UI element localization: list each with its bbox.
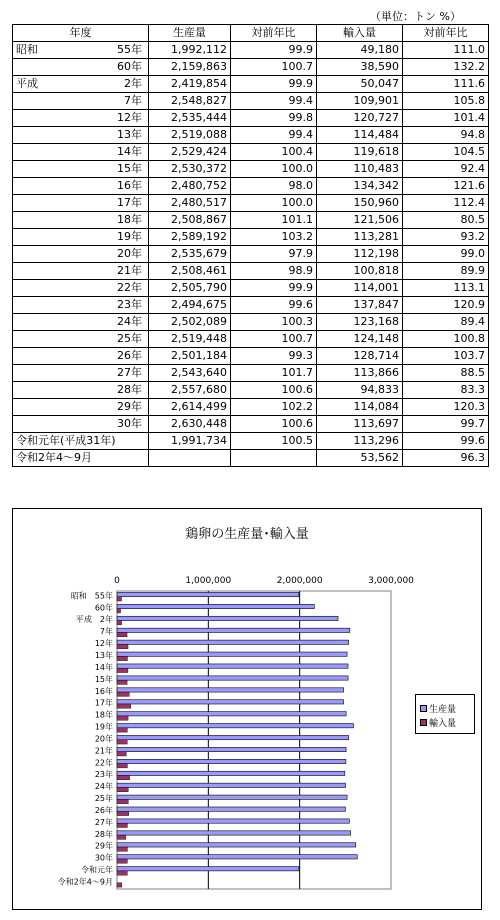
cell-imp-ratio: 96.3 xyxy=(403,450,489,467)
bar-imports xyxy=(117,776,130,780)
bar-imports xyxy=(117,656,127,660)
bar-imports xyxy=(117,680,127,684)
cell-year: 24年 xyxy=(13,314,149,331)
cell-production: 2,530,372 xyxy=(149,161,231,178)
bar-production xyxy=(117,712,346,716)
table-row xyxy=(13,93,489,110)
legend-swatch-imports xyxy=(420,719,427,726)
bar-imports xyxy=(117,597,121,601)
header-year: 年度 xyxy=(13,25,149,42)
bar-imports xyxy=(117,871,127,875)
bar-imports xyxy=(117,859,127,863)
cell-production: 2,159,863 xyxy=(149,59,231,76)
bar-production xyxy=(117,747,346,751)
cell-imp-ratio: 99.6 xyxy=(403,433,489,450)
era-label: 平成 xyxy=(16,77,38,90)
cell-imports: 94,833 xyxy=(317,382,403,399)
cell-year xyxy=(13,42,149,59)
category-label: 12年 xyxy=(94,639,113,649)
cell-imports: 113,697 xyxy=(317,416,403,433)
cell-imp-ratio: 93.2 xyxy=(403,229,489,246)
cell-imports: 123,168 xyxy=(317,314,403,331)
cell-production: 2,519,448 xyxy=(149,331,231,348)
cell-year: 60年 xyxy=(13,59,149,76)
category-label: 26年 xyxy=(94,805,113,815)
year-label: 2年 xyxy=(124,77,142,90)
bar-production xyxy=(117,795,347,799)
cell-prod-ratio: 99.4 xyxy=(231,127,317,144)
category-label: 平成 2年 xyxy=(75,615,113,625)
table-row xyxy=(13,331,489,348)
cell-imp-ratio: 83.3 xyxy=(403,382,489,399)
table-header-row xyxy=(13,25,489,42)
bar-production xyxy=(117,724,353,728)
table-row xyxy=(13,229,489,246)
category-label: 23年 xyxy=(94,770,113,780)
cell-imp-ratio: 88.5 xyxy=(403,365,489,382)
cell-imports: 112,198 xyxy=(317,246,403,263)
legend-label-imports: 輸入量 xyxy=(429,718,457,729)
category-label: 昭和 55年 xyxy=(70,591,113,601)
bar-production xyxy=(117,640,349,644)
bar-imports xyxy=(117,799,128,803)
cell-year: 18年 xyxy=(13,212,149,229)
cell-production: 2,630,448 xyxy=(149,416,231,433)
cell-year: 令和2年4～9月 xyxy=(13,450,149,467)
category-label: 7年 xyxy=(99,627,113,637)
chart-title: 鶏卵の生産量･輸入量 xyxy=(185,527,309,542)
table-row xyxy=(13,246,489,263)
table-row xyxy=(13,195,489,212)
bar-imports xyxy=(117,609,121,613)
cell-imports: 49,180 xyxy=(317,42,403,59)
bar-production xyxy=(117,759,346,763)
category-label: 28年 xyxy=(94,829,113,839)
category-label: 16年 xyxy=(94,686,113,696)
table-row xyxy=(13,42,489,59)
table-row xyxy=(13,110,489,127)
cell-prod-ratio: 99.3 xyxy=(231,348,317,365)
cell-imports: 38,590 xyxy=(317,59,403,76)
cell-production: 2,529,424 xyxy=(149,144,231,161)
table-row xyxy=(13,76,489,93)
cell-prod-ratio: 99.4 xyxy=(231,93,317,110)
cell-year: 26年 xyxy=(13,348,149,365)
header-imp-ratio: 対前年比 xyxy=(403,25,489,42)
cell-year: 20年 xyxy=(13,246,149,263)
cell-year: 29年 xyxy=(13,399,149,416)
bar-chart xyxy=(13,509,483,911)
cell-prod-ratio xyxy=(231,450,317,467)
cell-imp-ratio: 111.0 xyxy=(403,42,489,59)
bar-production xyxy=(117,783,346,787)
cell-imports: 109,901 xyxy=(317,93,403,110)
cell-production: 2,508,867 xyxy=(149,212,231,229)
bar-imports xyxy=(117,728,127,732)
bar-production xyxy=(117,664,348,668)
bar-imports xyxy=(117,644,128,648)
bar-imports xyxy=(117,764,127,768)
cell-imports: 128,714 xyxy=(317,348,403,365)
cell-production: 2,543,640 xyxy=(149,365,231,382)
cell-imp-ratio: 105.8 xyxy=(403,93,489,110)
cell-year: 16年 xyxy=(13,178,149,195)
legend-label-production: 生産量 xyxy=(429,704,457,715)
year-label: 55年 xyxy=(117,43,142,56)
bar-production xyxy=(117,604,314,608)
cell-imports: 113,866 xyxy=(317,365,403,382)
table-row xyxy=(13,161,489,178)
cell-year: 28年 xyxy=(13,382,149,399)
legend-item-imports xyxy=(420,715,470,729)
bar-imports xyxy=(117,740,127,744)
bar-production xyxy=(117,807,345,811)
table-row xyxy=(13,297,489,314)
legend-item-production xyxy=(420,701,470,715)
cell-prod-ratio: 100.6 xyxy=(231,416,317,433)
cell-imports: 113,281 xyxy=(317,229,403,246)
bar-production xyxy=(117,628,350,632)
header-prod-ratio: 対前年比 xyxy=(231,25,317,42)
cell-prod-ratio: 98.0 xyxy=(231,178,317,195)
bar-production xyxy=(117,616,338,620)
chart-panel xyxy=(12,508,482,910)
category-label: 14年 xyxy=(94,662,113,672)
cell-prod-ratio: 102.2 xyxy=(231,399,317,416)
table-row xyxy=(13,212,489,229)
cell-prod-ratio: 100.0 xyxy=(231,195,317,212)
cell-prod-ratio: 100.7 xyxy=(231,59,317,76)
cell-prod-ratio: 100.7 xyxy=(231,331,317,348)
cell-production: 2,535,444 xyxy=(149,110,231,127)
cell-year: 22年 xyxy=(13,280,149,297)
cell-imports: 113,296 xyxy=(317,433,403,450)
bar-production xyxy=(117,867,299,871)
cell-production: 2,548,827 xyxy=(149,93,231,110)
cell-year: 13年 xyxy=(13,127,149,144)
cell-imp-ratio: 104.5 xyxy=(403,144,489,161)
cell-imp-ratio: 101.4 xyxy=(403,110,489,127)
cell-imports: 137,847 xyxy=(317,297,403,314)
cell-prod-ratio: 99.9 xyxy=(231,280,317,297)
bar-imports xyxy=(117,883,122,887)
bar-imports xyxy=(117,716,128,720)
cell-imports: 100,818 xyxy=(317,263,403,280)
bar-production xyxy=(117,831,351,835)
cell-imp-ratio: 100.8 xyxy=(403,331,489,348)
cell-imports: 50,047 xyxy=(317,76,403,93)
category-label: 21年 xyxy=(94,746,113,756)
category-label: 24年 xyxy=(94,782,113,792)
cell-year: 30年 xyxy=(13,416,149,433)
category-label: 令和2年4～9月 xyxy=(57,877,113,887)
bar-production xyxy=(117,855,357,859)
category-label: 17年 xyxy=(94,698,113,708)
era-label: 昭和 xyxy=(16,43,38,56)
bar-imports xyxy=(117,668,128,672)
cell-prod-ratio: 100.4 xyxy=(231,144,317,161)
chart-legend xyxy=(415,694,475,734)
x-tick-label: 3,000,000 xyxy=(368,576,414,586)
cell-imp-ratio: 89.9 xyxy=(403,263,489,280)
header-imports: 輸入量 xyxy=(317,25,403,42)
x-tick-label: 2,000,000 xyxy=(276,576,323,586)
table-row xyxy=(13,348,489,365)
cell-prod-ratio: 99.8 xyxy=(231,110,317,127)
cell-year: 17年 xyxy=(13,195,149,212)
cell-imp-ratio: 113.1 xyxy=(403,280,489,297)
cell-prod-ratio: 101.7 xyxy=(231,365,317,382)
cell-imp-ratio: 120.3 xyxy=(403,399,489,416)
cell-prod-ratio: 99.9 xyxy=(231,42,317,59)
bar-imports xyxy=(117,692,129,696)
bar-production xyxy=(117,676,348,680)
cell-production: 2,502,089 xyxy=(149,314,231,331)
header-production: 生産量 xyxy=(149,25,231,42)
cell-imports: 119,618 xyxy=(317,144,403,161)
cell-production: 2,535,679 xyxy=(149,246,231,263)
cell-imp-ratio: 121.6 xyxy=(403,178,489,195)
cell-imp-ratio: 99.7 xyxy=(403,416,489,433)
table-row xyxy=(13,416,489,433)
bar-production xyxy=(117,592,299,596)
cell-imp-ratio: 112.4 xyxy=(403,195,489,212)
cell-year: 27年 xyxy=(13,365,149,382)
cell-production: 2,519,088 xyxy=(149,127,231,144)
cell-prod-ratio: 97.9 xyxy=(231,246,317,263)
cell-year: 23年 xyxy=(13,297,149,314)
category-label: 29年 xyxy=(94,841,113,851)
cell-prod-ratio: 100.5 xyxy=(231,433,317,450)
cell-production: 2,480,752 xyxy=(149,178,231,195)
cell-imp-ratio: 132.2 xyxy=(403,59,489,76)
table-row xyxy=(13,382,489,399)
category-label: 15年 xyxy=(94,674,113,684)
bar-imports xyxy=(117,787,128,791)
bar-production xyxy=(117,771,345,775)
cell-year: 21年 xyxy=(13,263,149,280)
cell-production: 2,480,517 xyxy=(149,195,231,212)
legend-swatch-production xyxy=(420,705,427,712)
cell-imp-ratio: 103.7 xyxy=(403,348,489,365)
cell-prod-ratio: 103.2 xyxy=(231,229,317,246)
cell-prod-ratio: 98.9 xyxy=(231,263,317,280)
cell-prod-ratio: 101.1 xyxy=(231,212,317,229)
table-row xyxy=(13,450,489,467)
bar-production xyxy=(117,652,347,656)
cell-prod-ratio: 99.9 xyxy=(231,76,317,93)
bar-production xyxy=(117,843,356,847)
cell-year: 19年 xyxy=(13,229,149,246)
cell-production: 2,419,854 xyxy=(149,76,231,93)
table-row xyxy=(13,59,489,76)
cell-year: 令和元年(平成31年) xyxy=(13,433,149,450)
cell-imp-ratio: 92.4 xyxy=(403,161,489,178)
bar-imports xyxy=(117,823,127,827)
cell-production: 2,501,184 xyxy=(149,348,231,365)
cell-production: 2,589,192 xyxy=(149,229,231,246)
cell-prod-ratio: 99.6 xyxy=(231,297,317,314)
cell-production: 1,992,112 xyxy=(149,42,231,59)
table-row xyxy=(13,178,489,195)
bar-imports xyxy=(117,621,122,625)
cell-year: 14年 xyxy=(13,144,149,161)
cell-production: 2,508,461 xyxy=(149,263,231,280)
x-tick-label: 0 xyxy=(114,576,120,586)
cell-imports: 124,148 xyxy=(317,331,403,348)
table-row xyxy=(13,365,489,382)
cell-imports: 110,483 xyxy=(317,161,403,178)
category-label: 令和元年 xyxy=(81,865,113,875)
table-row xyxy=(13,144,489,161)
category-label: 20年 xyxy=(94,734,113,744)
unit-label: （単位：トン %） xyxy=(370,10,461,23)
bar-imports xyxy=(117,632,127,636)
bar-imports xyxy=(117,847,127,851)
cell-imp-ratio: 94.8 xyxy=(403,127,489,144)
x-tick-label: 1,000,000 xyxy=(185,576,232,586)
cell-production: 2,557,680 xyxy=(149,382,231,399)
cell-imp-ratio: 120.9 xyxy=(403,297,489,314)
table-row xyxy=(13,399,489,416)
cell-year: 7年 xyxy=(13,93,149,110)
category-label: 30年 xyxy=(94,853,113,863)
category-label: 60年 xyxy=(94,603,113,613)
table-row xyxy=(13,314,489,331)
cell-year xyxy=(13,76,149,93)
category-label: 27年 xyxy=(94,817,113,827)
category-label: 13年 xyxy=(94,650,113,660)
cell-prod-ratio: 100.3 xyxy=(231,314,317,331)
cell-imp-ratio: 111.6 xyxy=(403,76,489,93)
table-row xyxy=(13,127,489,144)
category-label: 19年 xyxy=(94,722,113,732)
cell-production: 2,614,499 xyxy=(149,399,231,416)
cell-production: 1,991,734 xyxy=(149,433,231,450)
table-row xyxy=(13,433,489,450)
bar-production xyxy=(117,700,344,704)
cell-production: 2,505,790 xyxy=(149,280,231,297)
cell-prod-ratio: 100.0 xyxy=(231,161,317,178)
cell-imports: 53,562 xyxy=(317,450,403,467)
bar-imports xyxy=(117,835,126,839)
category-label: 25年 xyxy=(94,794,113,804)
cell-imp-ratio: 89.4 xyxy=(403,314,489,331)
table-row xyxy=(13,263,489,280)
cell-imp-ratio: 80.5 xyxy=(403,212,489,229)
table-row xyxy=(13,280,489,297)
cell-imports: 121,506 xyxy=(317,212,403,229)
data-table xyxy=(12,24,489,467)
bar-imports xyxy=(117,811,129,815)
cell-production: 2,494,675 xyxy=(149,297,231,314)
cell-imports: 120,727 xyxy=(317,110,403,127)
cell-year: 25年 xyxy=(13,331,149,348)
category-label: 22年 xyxy=(94,758,113,768)
cell-production xyxy=(149,450,231,467)
cell-imports: 150,960 xyxy=(317,195,403,212)
cell-imports: 114,484 xyxy=(317,127,403,144)
cell-imports: 134,342 xyxy=(317,178,403,195)
bar-production xyxy=(117,735,349,739)
category-label: 18年 xyxy=(94,710,113,720)
bar-production xyxy=(117,688,344,692)
cell-imp-ratio: 99.0 xyxy=(403,246,489,263)
cell-imports: 114,084 xyxy=(317,399,403,416)
bar-imports xyxy=(117,752,126,756)
cell-prod-ratio: 100.6 xyxy=(231,382,317,399)
bar-imports xyxy=(117,704,131,708)
cell-year: 15年 xyxy=(13,161,149,178)
cell-imports: 114,001 xyxy=(317,280,403,297)
bar-production xyxy=(117,819,349,823)
cell-year: 12年 xyxy=(13,110,149,127)
